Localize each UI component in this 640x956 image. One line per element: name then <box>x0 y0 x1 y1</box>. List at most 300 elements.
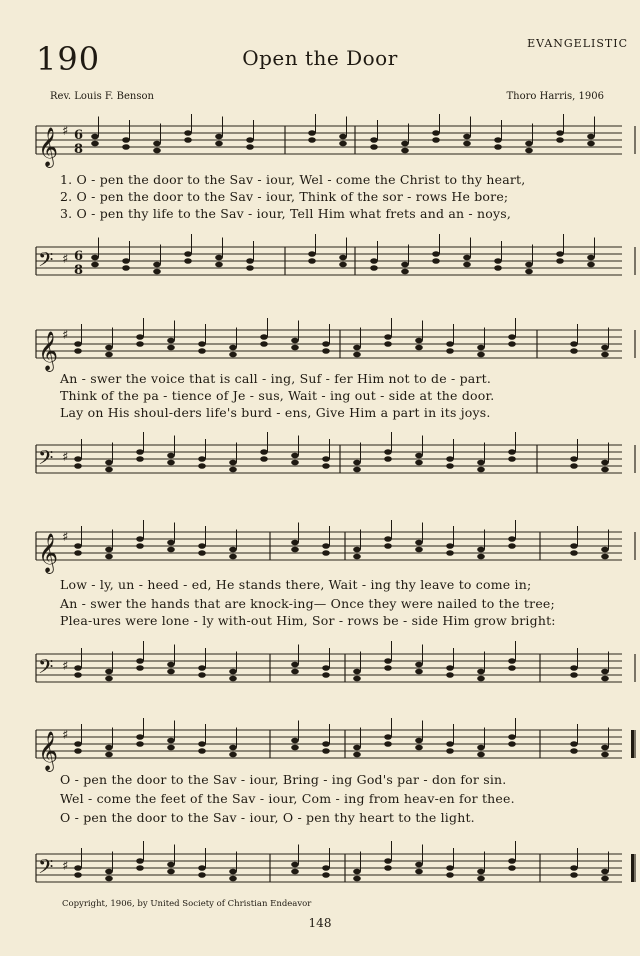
bass-clef-icon: 𝄢 <box>38 655 54 683</box>
notehead <box>167 460 175 466</box>
notehead <box>432 130 440 136</box>
notehead <box>229 745 237 751</box>
notehead <box>570 550 578 556</box>
bass-staff-4 <box>0 832 640 902</box>
treble-clef-icon: 𝄞 <box>38 731 59 771</box>
notehead <box>353 669 361 675</box>
notehead <box>570 543 578 549</box>
treble-staff-1 <box>0 114 640 174</box>
notehead <box>570 872 578 878</box>
notehead <box>508 734 516 740</box>
notehead <box>477 554 485 560</box>
notehead <box>291 669 299 675</box>
notehead <box>322 543 330 549</box>
notehead <box>136 536 144 542</box>
time-signature-top: 6 <box>74 249 84 264</box>
composer-credit: Thoro Harris, 1906 <box>506 91 604 102</box>
category-label: EVANGELISTIC <box>527 37 628 50</box>
notehead <box>601 676 609 682</box>
lyric-line: An - swer the hands that are knock-ing— Once they were nailed to the tree; <box>60 596 555 611</box>
notehead <box>91 134 99 140</box>
notehead <box>229 554 237 560</box>
notehead <box>570 463 578 469</box>
notehead <box>384 741 392 747</box>
page-number: 148 <box>308 916 332 930</box>
notehead <box>477 676 485 682</box>
notehead <box>601 669 609 675</box>
time-signature-top: 6 <box>74 128 84 143</box>
notehead <box>570 665 578 671</box>
notehead <box>136 334 144 340</box>
notehead <box>587 255 595 261</box>
notehead <box>415 738 423 744</box>
music-system-1 <box>0 100 640 300</box>
notehead <box>339 134 347 140</box>
notehead <box>587 262 595 268</box>
notehead <box>136 858 144 864</box>
notehead <box>91 262 99 268</box>
notehead <box>384 341 392 347</box>
notehead <box>477 669 485 675</box>
notehead <box>508 536 516 542</box>
notehead <box>570 456 578 462</box>
notehead <box>446 348 454 354</box>
notehead <box>322 456 330 462</box>
notehead <box>105 676 113 682</box>
notehead <box>105 345 113 351</box>
notehead <box>215 141 223 147</box>
notehead <box>105 467 113 473</box>
notehead <box>415 453 423 459</box>
notehead <box>587 141 595 147</box>
notehead <box>291 745 299 751</box>
copyright-notice: Copyright, 1906, by United Society of Christian Endeavor <box>62 899 312 909</box>
notehead <box>384 865 392 871</box>
notehead <box>105 745 113 751</box>
notehead <box>525 148 533 154</box>
notehead <box>556 251 564 257</box>
notehead <box>184 251 192 257</box>
notehead <box>167 862 175 868</box>
notehead <box>384 456 392 462</box>
notehead <box>198 872 206 878</box>
notehead <box>601 869 609 875</box>
notehead <box>184 137 192 143</box>
notehead <box>508 543 516 549</box>
notehead <box>570 741 578 747</box>
notehead <box>74 463 82 469</box>
lyric-line: Lay on His shoul-ders life's burd - ens, Give Him a part in its joys. <box>60 405 491 420</box>
notehead <box>477 869 485 875</box>
notehead <box>415 345 423 351</box>
time-signature-bottom: 8 <box>74 142 84 157</box>
notehead <box>91 141 99 147</box>
notehead <box>136 341 144 347</box>
notehead <box>415 662 423 668</box>
notehead <box>136 658 144 664</box>
notehead <box>308 137 316 143</box>
lyric-line: Plea-ures were lone - ly with-out Him, Sor - rows be - side Him grow bright: <box>60 613 556 628</box>
final-barline <box>631 854 634 882</box>
notehead <box>167 338 175 344</box>
notehead <box>508 456 516 462</box>
lyric-line: 3. O - pen thy life to the Sav - iour, Tell Him what frets and an - noys, <box>60 206 512 221</box>
lyric-line: O - pen the door to the Sav - iour, O - pen thy heart to the light. <box>60 810 475 825</box>
time-signature-bottom: 8 <box>74 263 84 278</box>
notehead <box>384 858 392 864</box>
notehead <box>446 550 454 556</box>
notehead <box>556 130 564 136</box>
notehead <box>353 752 361 758</box>
lyric-line: 1. O - pen the door to the Sav - iour, Wel - come the Christ to thy heart, <box>60 172 526 187</box>
notehead <box>74 456 82 462</box>
notehead <box>229 547 237 553</box>
notehead <box>198 865 206 871</box>
notehead <box>136 456 144 462</box>
notehead <box>415 338 423 344</box>
notehead <box>601 467 609 473</box>
notehead <box>508 865 516 871</box>
sharp-icon: ♯ <box>62 124 69 139</box>
notehead <box>587 134 595 140</box>
notehead <box>477 752 485 758</box>
notehead <box>322 341 330 347</box>
notehead <box>432 137 440 143</box>
notehead <box>477 345 485 351</box>
treble-clef-icon: 𝄞 <box>38 127 59 167</box>
notehead <box>153 269 161 275</box>
notehead <box>384 734 392 740</box>
notehead <box>167 869 175 875</box>
notehead <box>167 669 175 675</box>
notehead <box>122 265 130 271</box>
notehead <box>198 672 206 678</box>
sharp-icon: ♯ <box>62 659 69 674</box>
notehead <box>601 345 609 351</box>
notehead <box>432 251 440 257</box>
notehead <box>477 467 485 473</box>
notehead <box>74 865 82 871</box>
notehead <box>215 134 223 140</box>
notehead <box>105 869 113 875</box>
notehead <box>215 255 223 261</box>
notehead <box>353 352 361 358</box>
notehead <box>601 352 609 358</box>
notehead <box>508 658 516 664</box>
notehead <box>291 869 299 875</box>
notehead <box>353 345 361 351</box>
notehead <box>291 540 299 546</box>
notehead <box>353 460 361 466</box>
notehead <box>322 672 330 678</box>
treble-staff-2 <box>0 318 640 378</box>
notehead <box>525 269 533 275</box>
notehead <box>401 269 409 275</box>
notehead <box>229 676 237 682</box>
notehead <box>105 752 113 758</box>
notehead <box>74 550 82 556</box>
lyric-line: Think of the pa - tience of Je - sus, Wait - ing out - side at the door. <box>60 388 495 403</box>
notehead <box>446 341 454 347</box>
notehead <box>122 144 130 150</box>
notehead <box>446 456 454 462</box>
notehead <box>122 137 130 143</box>
final-barline <box>631 730 634 758</box>
music-system-3 <box>0 510 640 700</box>
notehead <box>508 741 516 747</box>
notehead <box>339 141 347 147</box>
notehead <box>198 341 206 347</box>
notehead <box>198 550 206 556</box>
notehead <box>601 547 609 553</box>
notehead <box>198 463 206 469</box>
notehead <box>477 352 485 358</box>
notehead <box>136 665 144 671</box>
notehead <box>198 348 206 354</box>
notehead <box>74 741 82 747</box>
notehead <box>198 665 206 671</box>
lyric-line: Wel - come the feet of the Sav - iour, Com - ing from heav-en for thee. <box>60 791 515 806</box>
notehead <box>308 130 316 136</box>
notehead <box>105 460 113 466</box>
treble-clef-icon: 𝄞 <box>38 533 59 573</box>
notehead <box>198 741 206 747</box>
notehead <box>153 141 161 147</box>
notehead <box>322 463 330 469</box>
notehead <box>260 334 268 340</box>
notehead <box>384 536 392 542</box>
notehead <box>74 543 82 549</box>
notehead <box>494 137 502 143</box>
notehead <box>136 543 144 549</box>
notehead <box>446 865 454 871</box>
notehead <box>291 662 299 668</box>
notehead <box>415 862 423 868</box>
notehead <box>322 665 330 671</box>
notehead <box>105 352 113 358</box>
notehead <box>229 869 237 875</box>
notehead <box>184 258 192 264</box>
notehead <box>353 745 361 751</box>
notehead <box>229 876 237 882</box>
bass-clef-icon: 𝄢 <box>38 446 54 474</box>
notehead <box>494 258 502 264</box>
notehead <box>446 463 454 469</box>
notehead <box>198 543 206 549</box>
notehead <box>353 869 361 875</box>
notehead <box>353 547 361 553</box>
notehead <box>291 738 299 744</box>
notehead <box>601 554 609 560</box>
notehead <box>339 255 347 261</box>
notehead <box>508 341 516 347</box>
music-system-4 <box>0 710 640 900</box>
sharp-icon: ♯ <box>62 530 69 545</box>
notehead <box>74 341 82 347</box>
bass-staff-2 <box>0 423 640 493</box>
notehead <box>260 341 268 347</box>
notehead <box>463 262 471 268</box>
notehead <box>384 543 392 549</box>
notehead <box>167 453 175 459</box>
bass-clef-icon: 𝄢 <box>38 248 54 276</box>
notehead <box>198 748 206 754</box>
notehead <box>105 876 113 882</box>
notehead <box>260 456 268 462</box>
notehead <box>415 669 423 675</box>
notehead <box>401 141 409 147</box>
notehead <box>246 265 254 271</box>
notehead <box>74 748 82 754</box>
notehead <box>446 748 454 754</box>
lyric-line: An - swer the voice that is call - ing, Suf - fer Him not to de - part. <box>60 371 492 386</box>
lyricist-credit: Rev. Louis F. Benson <box>50 91 154 102</box>
notehead <box>167 662 175 668</box>
notehead <box>570 865 578 871</box>
notehead <box>291 547 299 553</box>
notehead <box>508 449 516 455</box>
notehead <box>432 258 440 264</box>
notehead <box>322 748 330 754</box>
notehead <box>415 460 423 466</box>
notehead <box>384 665 392 671</box>
music-system-2 <box>0 308 640 508</box>
sharp-icon: ♯ <box>62 328 69 343</box>
notehead <box>246 137 254 143</box>
notehead <box>339 262 347 268</box>
notehead <box>229 345 237 351</box>
notehead <box>322 550 330 556</box>
notehead <box>184 130 192 136</box>
notehead <box>446 872 454 878</box>
notehead <box>105 547 113 553</box>
notehead <box>353 876 361 882</box>
notehead <box>74 672 82 678</box>
treble-staff-3 <box>0 520 640 580</box>
notehead <box>477 547 485 553</box>
notehead <box>415 540 423 546</box>
notehead <box>556 258 564 264</box>
sharp-icon: ♯ <box>62 252 69 267</box>
notehead <box>570 748 578 754</box>
notehead <box>136 865 144 871</box>
notehead <box>477 745 485 751</box>
notehead <box>246 258 254 264</box>
notehead <box>601 876 609 882</box>
sharp-icon: ♯ <box>62 728 69 743</box>
notehead <box>167 738 175 744</box>
notehead <box>229 352 237 358</box>
lyric-line: O - pen the door to the Sav - iour, Bring - ing God's par - don for sin. <box>60 772 507 787</box>
notehead <box>415 869 423 875</box>
notehead <box>229 467 237 473</box>
notehead <box>322 348 330 354</box>
notehead <box>291 862 299 868</box>
notehead <box>74 665 82 671</box>
notehead <box>291 338 299 344</box>
notehead <box>446 665 454 671</box>
notehead <box>570 341 578 347</box>
notehead <box>463 134 471 140</box>
notehead <box>494 144 502 150</box>
sharp-icon: ♯ <box>62 859 69 874</box>
notehead <box>570 672 578 678</box>
notehead <box>291 345 299 351</box>
hymn-number: 190 <box>36 40 101 78</box>
notehead <box>136 449 144 455</box>
notehead <box>477 876 485 882</box>
notehead <box>229 669 237 675</box>
notehead <box>477 460 485 466</box>
notehead <box>384 658 392 664</box>
notehead <box>291 460 299 466</box>
notehead <box>167 745 175 751</box>
notehead <box>74 872 82 878</box>
notehead <box>122 258 130 264</box>
notehead <box>229 460 237 466</box>
notehead <box>353 554 361 560</box>
notehead <box>370 144 378 150</box>
notehead <box>463 255 471 261</box>
notehead <box>601 745 609 751</box>
notehead <box>446 741 454 747</box>
notehead <box>136 741 144 747</box>
notehead <box>308 258 316 264</box>
notehead <box>153 262 161 268</box>
notehead <box>153 148 161 154</box>
notehead <box>167 547 175 553</box>
lyric-line: 2. O - pen the door to the Sav - iour, Think of the sor - rows He bore; <box>60 189 509 204</box>
bass-staff-3 <box>0 632 640 702</box>
notehead <box>105 554 113 560</box>
notehead <box>384 334 392 340</box>
treble-clef-icon: 𝄞 <box>38 331 59 371</box>
notehead <box>229 752 237 758</box>
notehead <box>508 665 516 671</box>
notehead <box>601 460 609 466</box>
notehead <box>353 676 361 682</box>
notehead <box>353 467 361 473</box>
notehead <box>446 543 454 549</box>
notehead <box>167 345 175 351</box>
notehead <box>167 540 175 546</box>
notehead <box>556 137 564 143</box>
notehead <box>198 456 206 462</box>
notehead <box>601 752 609 758</box>
notehead <box>401 262 409 268</box>
notehead <box>370 265 378 271</box>
notehead <box>415 745 423 751</box>
notehead <box>91 255 99 261</box>
notehead <box>322 865 330 871</box>
notehead <box>570 348 578 354</box>
hymn-title: Open the Door <box>242 46 398 70</box>
notehead <box>463 141 471 147</box>
notehead <box>136 734 144 740</box>
notehead <box>525 262 533 268</box>
lyric-line: Low - ly, un - heed - ed, He stands there, Wait - ing thy leave to come in; <box>60 577 532 592</box>
notehead <box>322 872 330 878</box>
notehead <box>508 858 516 864</box>
notehead <box>308 251 316 257</box>
notehead <box>508 334 516 340</box>
bass-staff-1 <box>0 225 640 295</box>
notehead <box>494 265 502 271</box>
bass-clef-icon: 𝄢 <box>38 855 54 883</box>
sharp-icon: ♯ <box>62 450 69 465</box>
notehead <box>401 148 409 154</box>
notehead <box>291 453 299 459</box>
